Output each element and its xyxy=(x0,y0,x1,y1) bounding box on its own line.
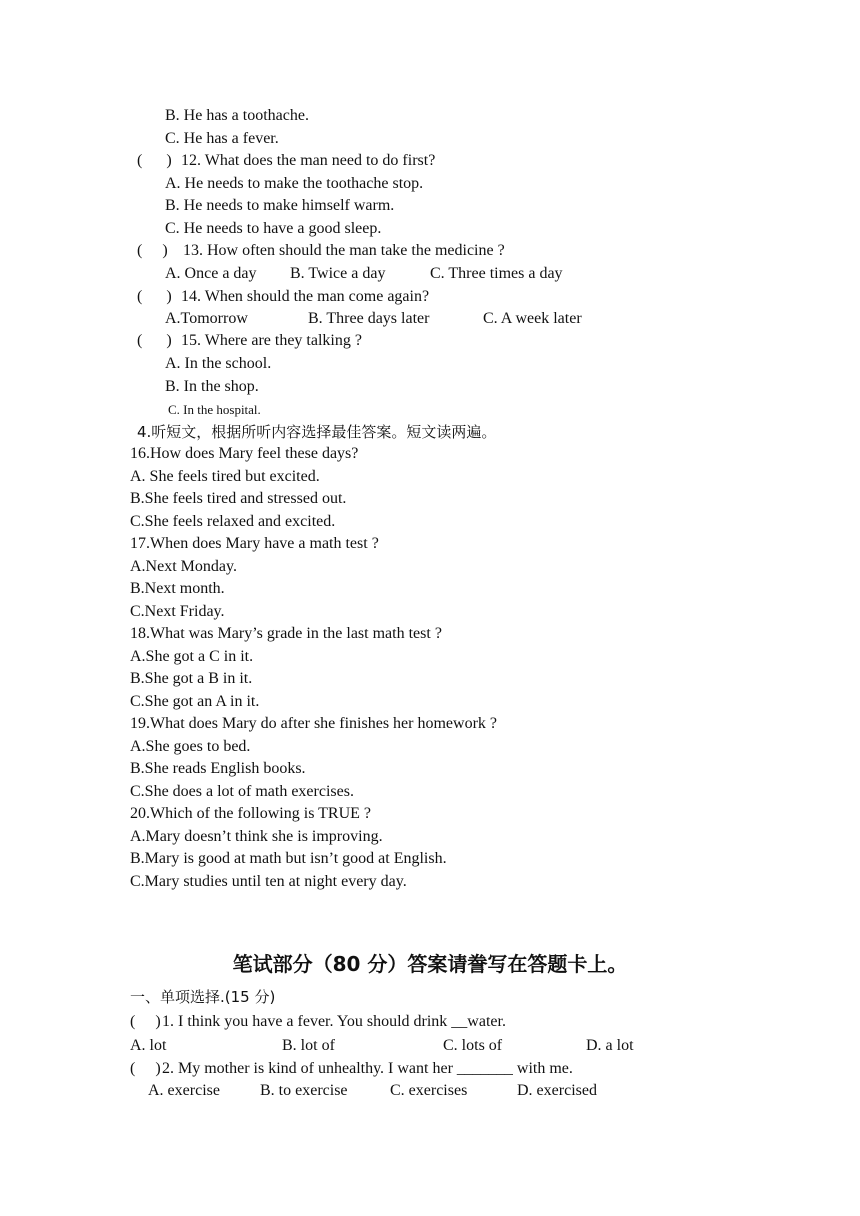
q13-option-c: C. Three times a day xyxy=(430,265,563,282)
q12-option-c: C. He needs to have a good sleep. xyxy=(165,220,382,237)
q13-option-b: B. Twice a day xyxy=(290,265,386,282)
q19-option-a: A.She goes to bed. xyxy=(130,738,251,755)
q14-stem: 14. When should the man come again? xyxy=(181,288,430,305)
written-part-title: 笔试部分（80 分）答案请誊写在答题卡上。 xyxy=(232,952,628,976)
w-q1-option-b: B. lot of xyxy=(282,1037,335,1054)
q14-answer-paren: ( ) xyxy=(137,288,172,305)
q19-option-c: C.She does a lot of math exercises. xyxy=(130,783,354,800)
q11-option-c: C. He has a fever. xyxy=(165,130,279,147)
q18-option-b: B.She got a B in it. xyxy=(130,670,253,687)
q14-option-c: C. A week later xyxy=(483,310,582,327)
q18-option-c: C.She got an A in it. xyxy=(130,693,260,710)
q12-stem: 12. What does the man need to do first? xyxy=(181,152,436,169)
q19-option-b: B.She reads English books. xyxy=(130,760,306,777)
q20-option-c: C.Mary studies until ten at night every day. xyxy=(130,873,407,890)
q17-option-a: A.Next Monday. xyxy=(130,558,237,575)
q20-stem: 20.Which of the following is TRUE ? xyxy=(130,805,371,822)
q17-option-b: B.Next month. xyxy=(130,580,225,597)
q13-answer-paren: ( ) xyxy=(137,242,168,259)
q15-stem: 15. Where are they talking ? xyxy=(181,332,362,349)
q15-answer-paren: ( ) xyxy=(137,332,172,349)
w-q2-option-c: C. exercises xyxy=(390,1082,468,1099)
w-q1-stem: 1. I think you have a fever. You should drink __water. xyxy=(162,1013,506,1030)
w-q1-option-d: D. a lot xyxy=(586,1037,634,1054)
q15-option-c: C. In the hospital. xyxy=(168,402,261,417)
w-q2-stem: 2. My mother is kind of unhealthy. I want her _______ with me. xyxy=(162,1060,573,1077)
q18-stem: 18.What was Mary’s grade in the last math test ? xyxy=(130,625,442,642)
w-q1-answer-paren: ( ) xyxy=(130,1013,161,1030)
q16-option-a: A. She feels tired but excited. xyxy=(130,468,320,485)
q13-option-a: A. Once a day xyxy=(165,265,257,282)
q15-option-b: B. In the shop. xyxy=(165,378,259,395)
q17-option-c: C.Next Friday. xyxy=(130,603,225,620)
q20-option-b: B.Mary is good at math but isn’t good at English. xyxy=(130,850,447,867)
w-q1-option-a: A. lot xyxy=(130,1037,167,1054)
w-q2-option-d: D. exercised xyxy=(517,1082,597,1099)
q17-stem: 17.When does Mary have a math test ? xyxy=(130,535,379,552)
q16-option-b: B.She feels tired and stressed out. xyxy=(130,490,347,507)
q19-stem: 19.What does Mary do after she finishes her homework ? xyxy=(130,715,497,732)
section1-heading: 一、单项选择.(15 分) xyxy=(130,988,276,1006)
q13-stem: 13. How often should the man take the medicine ? xyxy=(183,242,505,259)
w-q1-option-c: C. lots of xyxy=(443,1037,503,1054)
w-q2-option-b: B. to exercise xyxy=(260,1082,348,1099)
q12-option-b: B. He needs to make himself warm. xyxy=(165,197,395,214)
q16-stem: 16.How does Mary feel these days? xyxy=(130,445,359,462)
q15-option-a: A. In the school. xyxy=(165,355,272,372)
w-q2-option-a: A. exercise xyxy=(148,1082,220,1099)
q12-answer-paren: ( ) xyxy=(137,152,172,169)
section4-heading: 4.听短文，根据所听内容选择最佳答案。短文读两遍。 xyxy=(137,423,497,441)
q14-option-a: A.Tomorrow xyxy=(165,310,248,327)
q18-option-a: A.She got a C in it. xyxy=(130,648,254,665)
w-q2-answer-paren: ( ) xyxy=(130,1060,161,1077)
q14-option-b: B. Three days later xyxy=(308,310,430,327)
q12-option-a: A. He needs to make the toothache stop. xyxy=(165,175,424,192)
q20-option-a: A.Mary doesn’t think she is improving. xyxy=(130,828,383,845)
q11-option-b: B. He has a toothache. xyxy=(165,107,309,124)
q16-option-c: C.She feels relaxed and excited. xyxy=(130,513,336,530)
